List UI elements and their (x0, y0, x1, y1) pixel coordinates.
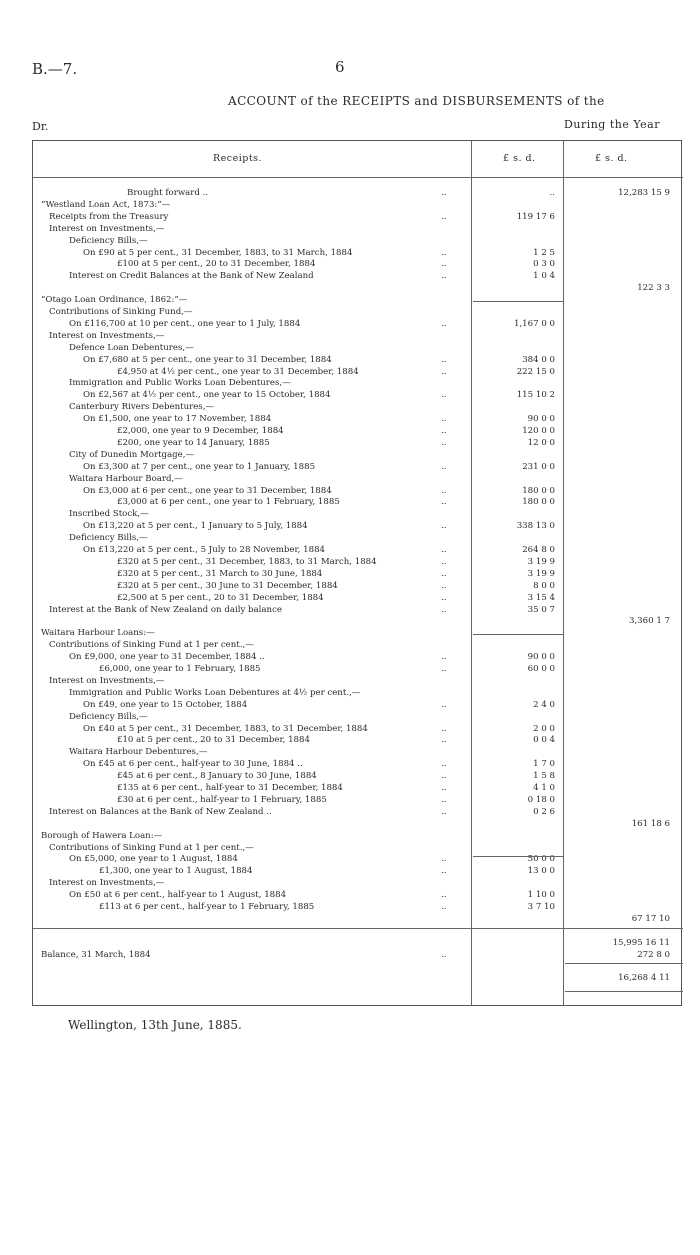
line-amount: 384 0 0 (522, 354, 555, 365)
leader-dots: .. (441, 664, 447, 674)
line-description: £30 at 6 per cent., half-year to 1 February, 1885 (117, 794, 327, 805)
section-total: 67 17 10 (631, 913, 670, 924)
line-amount: 0 18 0 (527, 794, 555, 805)
account-line (33, 723, 683, 735)
section-total: 12,283 15 9 (618, 188, 670, 198)
account-line (33, 699, 683, 711)
line-amount: 90 0 0 (527, 414, 555, 425)
account-line (33, 508, 683, 520)
line-amount: 1 7 0 (533, 759, 555, 770)
line-description: On £116,700 at 10 per cent., one year to 1 July, 1884 (69, 318, 301, 329)
account-line (33, 842, 683, 854)
line-amount: 180 0 0 (522, 497, 555, 508)
line-amount: 264 8 0 (522, 545, 555, 555)
line-description: Defence Loan Debentures,— (69, 342, 194, 353)
account-line (33, 830, 683, 842)
line-description: Interest on Investments,— (49, 878, 165, 889)
section-total: 122 3 3 (637, 283, 670, 294)
leader-dots: .. (441, 556, 447, 567)
account-line (33, 354, 683, 366)
line-description: Deficiency Bills,— (69, 235, 148, 246)
account-line (33, 413, 683, 425)
line-description: On £7,680 at 5 per cent., one year to 31 December, 1884 (83, 354, 332, 365)
line-description: On £2,567 at 4½ per cent., one year to 15 October, 1884 (83, 390, 331, 401)
line-description: Waitara Harbour Loans:— (41, 628, 155, 639)
line-amount: 231 0 0 (522, 461, 555, 472)
line-amount: 120 0 0 (522, 426, 555, 436)
leader-dots: .. (441, 854, 447, 865)
line-description: £45 at 6 per cent., 8 January to 30 June, 1884 (117, 771, 317, 782)
account-line (33, 270, 683, 282)
header-rule (33, 177, 683, 178)
line-amount: 35 0 7 (527, 604, 555, 615)
line-description: £135 at 6 per cent., half-year to 31 December, 1884 (117, 783, 343, 793)
line-amount: 8 0 0 (533, 580, 555, 591)
page-number: 6 (335, 58, 345, 76)
account-line (33, 925, 683, 937)
line-description: Canterbury Rivers Debentures,— (69, 402, 215, 413)
leader-dots: .. (441, 866, 447, 877)
line-description: £200, one year to 14 January, 1885 (117, 437, 270, 448)
leader-dots: .. (441, 426, 447, 436)
line-amount: 12 0 0 (527, 437, 555, 448)
line-description: £6,000, one year to 1 February, 1885 (99, 664, 261, 674)
leader-dots: .. (441, 699, 447, 710)
line-amount: 60 0 0 (527, 664, 555, 674)
account-line (33, 247, 683, 259)
line-amount: 1 2 5 (533, 247, 555, 258)
section-total: 16,268 4 11 (618, 973, 670, 984)
line-description: Receipts from the Treasury (49, 211, 169, 222)
subtotal-rule (473, 634, 563, 635)
section-total: 15,995 16 11 (612, 937, 670, 948)
subtotal-rule (473, 301, 563, 302)
account-line (33, 853, 683, 865)
leader-dots: .. (441, 771, 447, 782)
line-description: Deficiency Bills,— (69, 533, 148, 544)
line-amount: 338 13 0 (516, 521, 555, 532)
account-line (33, 568, 683, 580)
account-line (33, 544, 683, 556)
page-title: ACCOUNT of the RECEIPTS and DISBURSEMENTS of the (228, 94, 605, 108)
line-description: On £13,220 at 5 per cent., 1 January to 5 July, 1884 (83, 521, 308, 532)
line-description: On £40 at 5 per cent., 31 December, 1883, to 31 December, 1884 (83, 723, 368, 734)
leader-dots: .. (441, 949, 447, 960)
subtotal-rule (473, 856, 563, 857)
account-line (33, 473, 683, 485)
leader-dots: .. (441, 390, 447, 401)
total-column-header: £ s. d. (595, 153, 628, 164)
account-line (33, 889, 683, 901)
line-description: Immigration and Public Works Loan Debentures,— (69, 378, 291, 389)
line-description: £3,000 at 6 per cent., one year to 1 February, 1885 (117, 497, 340, 508)
line-description: £2,000, one year to 9 December, 1884 (117, 426, 284, 436)
account-line (33, 199, 683, 211)
leader-dots: .. (441, 497, 447, 508)
account-line (33, 782, 683, 794)
line-amount: 1 10 0 (527, 890, 555, 901)
account-line (33, 901, 683, 913)
leader-dots: .. (441, 592, 447, 603)
account-line (33, 532, 683, 544)
line-amount: 3 19 9 (527, 568, 555, 579)
account-line (33, 556, 683, 568)
account-line (33, 592, 683, 604)
line-description: Immigration and Public Works Loan Debentures at 4½ per cent.,— (69, 687, 361, 698)
line-description: On £45 at 6 per cent., half-year to 30 June, 1884 .. (83, 759, 303, 770)
line-description: Contributions of Sinking Fund at 1 per cent.,— (49, 640, 254, 651)
line-amount: 3 15 4 (527, 592, 555, 603)
account-line (33, 949, 683, 961)
account-line (33, 580, 683, 592)
line-description: City of Dunedin Mortgage,— (69, 449, 195, 460)
leader-dots: .. (441, 437, 447, 448)
account-line (33, 794, 683, 806)
account-line (33, 972, 683, 984)
line-description: Waitara Harbour Board,— (69, 473, 183, 484)
line-description: £10 at 5 per cent., 20 to 31 December, 1884 (117, 735, 310, 746)
line-amount: 0 0 4 (533, 735, 555, 746)
account-line (33, 651, 683, 663)
account-line (33, 366, 683, 378)
account-line (33, 758, 683, 770)
leader-dots: .. (441, 568, 447, 579)
line-description: £1,300, one year to 1 August, 1884 (99, 866, 253, 877)
leader-dots: .. (441, 247, 447, 258)
line-amount: 3 7 10 (527, 902, 555, 912)
line-amount: 119 17 6 (516, 211, 555, 222)
line-description: Interest on Balances at the Bank of New Zealand .. (49, 806, 272, 817)
document-reference: B.—7. (32, 60, 78, 78)
line-description: On £9,000, one year to 31 December, 1884 .. (69, 652, 265, 663)
line-amount: 2 4 0 (533, 699, 555, 710)
leader-dots: .. (441, 211, 447, 222)
line-amount: 180 0 0 (522, 485, 555, 496)
leader-dots: .. (441, 735, 447, 746)
account-line (33, 877, 683, 889)
line-amount: 0 2 6 (533, 806, 555, 817)
line-amount: 4 1 0 (533, 783, 555, 793)
account-line (33, 746, 683, 758)
leader-dots: .. (441, 652, 447, 663)
leader-dots: .. (441, 521, 447, 532)
line-description: Waitara Harbour Debentures,— (69, 747, 208, 758)
leader-dots: .. (441, 783, 447, 793)
account-line (33, 425, 683, 437)
account-line (33, 318, 683, 330)
leader-dots: .. (441, 414, 447, 425)
total-rule (565, 963, 683, 964)
leader-dots: .. (441, 794, 447, 805)
account-line (33, 342, 683, 354)
account-line (33, 437, 683, 449)
line-description: On £50 at 6 per cent., half-year to 1 August, 1884 (69, 890, 287, 901)
line-amount: 0 3 0 (533, 259, 555, 270)
account-line (33, 485, 683, 497)
section-total: 272 8 0 (637, 949, 670, 960)
line-description: Deficiency Bills,— (69, 711, 148, 722)
line-description: £320 at 5 per cent., 31 March to 30 June, 1884 (117, 568, 323, 579)
leader-dots: .. (441, 485, 447, 496)
line-description: On £3,300 at 7 per cent., one year to 1 January, 1885 (83, 461, 316, 472)
line-description: £2,500 at 5 per cent., 20 to 31 December, 1884 (117, 592, 324, 603)
line-description: £320 at 5 per cent., 30 June to 31 December, 1884 (117, 580, 338, 591)
line-description: Inscribed Stock,— (69, 509, 149, 520)
line-description: Borough of Hawera Loan:— (41, 830, 163, 841)
section-total: 161 18 6 (631, 818, 670, 829)
total-rule (565, 991, 683, 992)
line-amount: 90 0 0 (527, 652, 555, 663)
line-amount: 2 0 0 (533, 723, 555, 734)
place-date-footer: Wellington, 13th June, 1885. (68, 1018, 242, 1032)
leader-dots: .. (441, 259, 447, 270)
section-total: 3,360 1 7 (628, 616, 670, 627)
leader-dots: .. (441, 354, 447, 365)
line-description: £113 at 6 per cent., half-year to 1 February, 1885 (99, 902, 315, 912)
line-description: Interest on Investments,— (49, 223, 165, 234)
leader-dots: .. (441, 604, 447, 615)
receipts-column-header: Receipts. (213, 153, 263, 164)
account-line (33, 258, 683, 270)
account-line (33, 187, 683, 199)
leader-dots: .. (441, 271, 447, 282)
account-line (33, 687, 683, 699)
line-description: Balance, 31 March, 1884 (41, 949, 151, 960)
line-description: Brought forward .. (127, 188, 209, 198)
account-line (33, 913, 683, 925)
account-line (33, 496, 683, 508)
account-line (33, 806, 683, 818)
account-line (33, 223, 683, 235)
line-description: On £90 at 5 per cent., 31 December, 1883, to 31 March, 1884 (83, 247, 353, 258)
account-line (33, 306, 683, 318)
account-line (33, 627, 683, 639)
leader-dots: .. (441, 188, 447, 198)
period-label: During the Year (564, 118, 660, 131)
line-description: Interest at the Bank of New Zealand on daily balance (49, 604, 282, 615)
account-line (33, 389, 683, 401)
account-line (33, 401, 683, 413)
account-table (32, 140, 682, 1006)
account-line (33, 461, 683, 473)
account-line (33, 663, 683, 675)
account-line (33, 639, 683, 651)
line-description: Interest on Investments,— (49, 675, 165, 686)
leader-dots: .. (441, 461, 447, 472)
account-line (33, 211, 683, 223)
debit-label: Dr. (32, 120, 49, 133)
line-description: Interest on Investments,— (49, 330, 165, 341)
line-amount: 222 15 0 (516, 366, 555, 377)
leader-dots: .. (441, 580, 447, 591)
line-description: On £1,500, one year to 17 November, 1884 (83, 414, 272, 425)
line-description: “Westland Loan Act, 1873:”— (41, 199, 171, 210)
line-description: On £49, one year to 15 October, 1884 (83, 699, 248, 710)
account-line (33, 604, 683, 616)
leader-dots: .. (441, 759, 447, 770)
line-amount: 115 10 2 (516, 390, 555, 401)
leader-dots: .. (441, 806, 447, 817)
account-line (33, 734, 683, 746)
line-description: On £5,000, one year to 1 August, 1884 (69, 854, 238, 865)
account-line (33, 282, 683, 294)
leader-dots: .. (441, 890, 447, 901)
line-amount: 50 0 0 (527, 854, 555, 865)
account-line (33, 818, 683, 830)
line-amount: 1 0 4 (533, 271, 555, 282)
account-line (33, 449, 683, 461)
line-amount: 1,167 0 0 (513, 318, 555, 329)
account-line (33, 330, 683, 342)
line-amount: 3 19 9 (527, 556, 555, 567)
line-amount: .. (549, 188, 555, 198)
leader-dots: .. (441, 318, 447, 329)
line-description: Contributions of Sinking Fund at 1 per cent.,— (49, 842, 254, 853)
account-line (33, 520, 683, 532)
line-amount: 13 0 0 (527, 866, 555, 877)
account-line (33, 865, 683, 877)
account-line (33, 675, 683, 687)
line-description: £4,950 at 4½ per cent., one year to 31 December, 1884 (117, 366, 359, 377)
section-rule (33, 928, 683, 929)
line-amount: 1 5 8 (533, 771, 555, 782)
line-description: On £3,000 at 6 per cent., one year to 31 December, 1884 (83, 485, 332, 496)
account-line (33, 377, 683, 389)
line-description: £320 at 5 per cent., 31 December, 1883, to 31 March, 1884 (117, 556, 377, 567)
leader-dots: .. (441, 902, 447, 912)
leader-dots: .. (441, 723, 447, 734)
account-line (33, 235, 683, 247)
leader-dots: .. (441, 545, 447, 555)
amount-column-header: £ s. d. (503, 153, 536, 164)
account-line (33, 937, 683, 949)
line-description: “Otago Loan Ordinance, 1862:”— (41, 295, 188, 306)
account-line (33, 294, 683, 306)
account-line (33, 711, 683, 723)
line-description: Interest on Credit Balances at the Bank of New Zealand (69, 271, 314, 282)
account-line (33, 770, 683, 782)
line-description: On £13,220 at 5 per cent., 5 July to 28 November, 1884 (83, 545, 326, 555)
leader-dots: .. (441, 366, 447, 377)
line-description: Contributions of Sinking Fund,— (49, 307, 193, 317)
account-line (33, 615, 683, 627)
line-description: £100 at 5 per cent., 20 to 31 December, 1884 (117, 259, 316, 270)
